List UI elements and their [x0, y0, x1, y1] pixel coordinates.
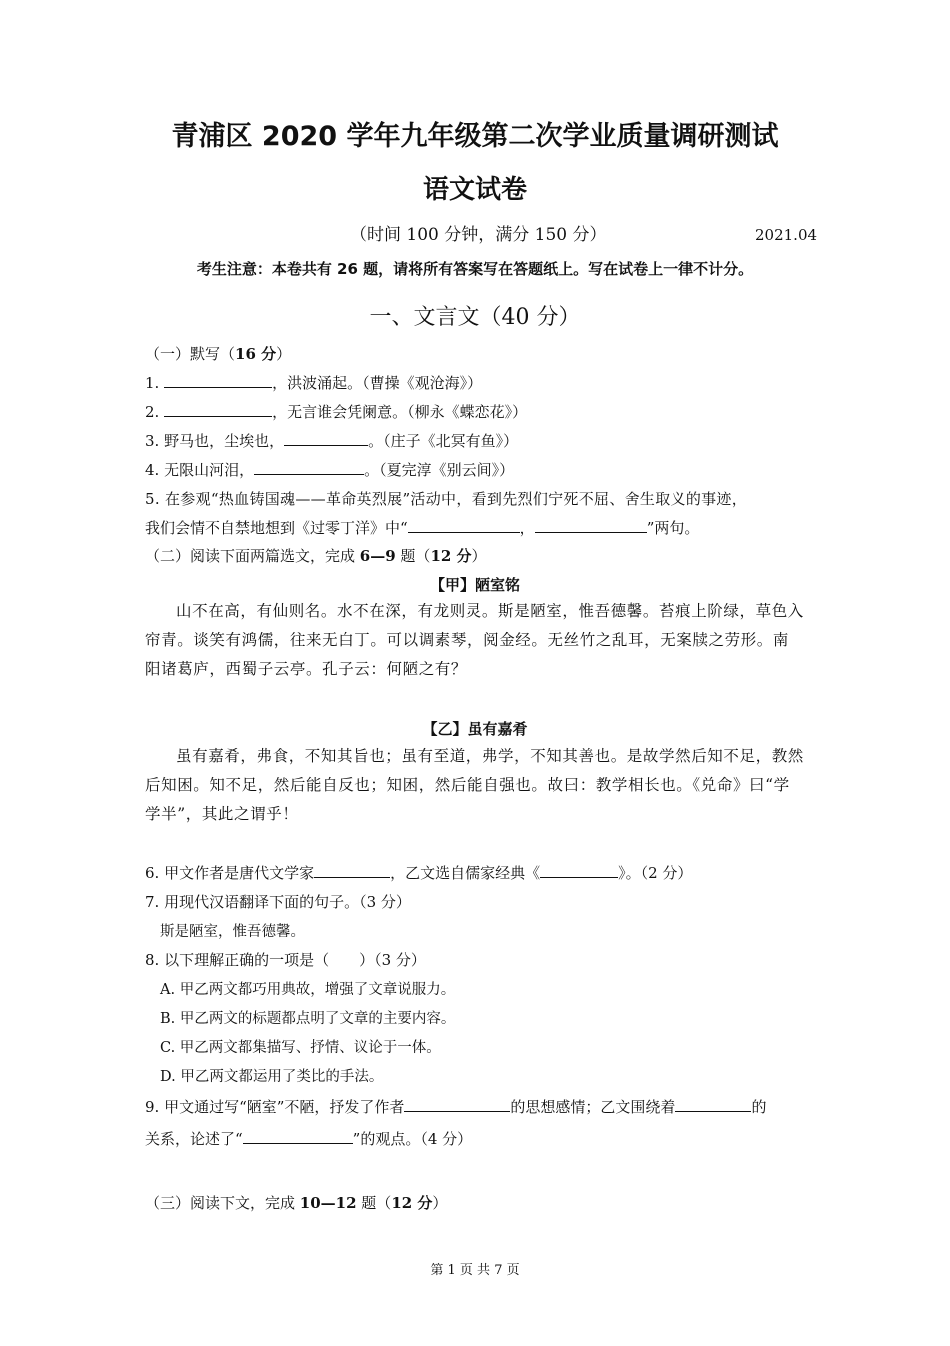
answer-blank	[314, 863, 390, 878]
section-title: 一、文言文（40 分）	[369, 305, 581, 330]
option-c: C. 甲乙两文都集描写、抒情、议论于一体。	[160, 1040, 441, 1056]
question-7-sentence: 斯是陋室，惟吾德馨。	[160, 924, 305, 940]
passage-a-title: 【甲】陋室铭	[429, 576, 520, 594]
answer-blank	[164, 373, 272, 388]
exam-subtitle: 语文试卷	[422, 175, 527, 205]
option-d: D. 甲乙两文都运用了类比的手法。	[160, 1069, 384, 1085]
candidate-notice: 考生注意：本卷共有 26 题，请将所有答案写在答题纸上。写在试卷上一律不计分。	[196, 260, 754, 278]
exam-title: 青浦区 2020 学年九年级第二次学业质量调研测试	[171, 121, 779, 152]
question-4: 4. 无限山河泪， 。（夏完淳《别云间》）	[145, 461, 515, 479]
passage-b-title: 【乙】虽有嘉肴	[422, 720, 528, 738]
answer-blank	[243, 1129, 353, 1144]
part3-heading: （三）阅读下文，完成 10—12 题（12 分）	[145, 1194, 448, 1212]
question-8: 8. 以下理解正确的一项是（ ）（3 分）	[145, 951, 426, 969]
answer-blank	[535, 518, 647, 533]
question-5-line1: 5. 在参观“热血铸国魂——革命英烈展”活动中，看到先烈们宁死不屈、舍生取义的事迹，	[145, 490, 748, 508]
passage-a-text: 山不在高，有仙则名。水不在深，有龙则灵。斯是陋室，惟吾德馨。苔痕上阶绿，草色入帘青。谈笑有鸿儒，往来无白丁。可以调素琴，阅金经。无丝竹之乱耳，无案牍之劳形。南阳诸葛庐，西蜀子云亭。孔子云：何陋之有？	[145, 602, 804, 678]
question-9-line2: 关系，论述了“ ”的观点。（4 分）	[145, 1130, 473, 1148]
question-7: 7. 用现代汉语翻译下面的句子。（3 分）	[145, 893, 411, 911]
answer-blank	[675, 1097, 751, 1112]
question-5-line2: 我们会情不自禁地想到《过零丁洋》中“ ， ”两句。	[145, 519, 700, 537]
part2-heading: （二）阅读下面两篇选文，完成 6—9 题（12 分）	[145, 547, 487, 565]
question-2: 2. ，无言谁会凭阑意。（柳永《蝶恋花》）	[145, 403, 528, 421]
answer-blank	[408, 518, 520, 533]
answer-blank	[404, 1097, 510, 1112]
option-a: A. 甲乙两文都巧用典故，增强了文章说服力。	[160, 982, 456, 998]
question-1: 1. ，洪波涌起。（曹操《观沧海》）	[145, 374, 483, 392]
answer-blank	[540, 863, 618, 878]
exam-time-score: （时间 100 分钟，满分 150 分）	[350, 225, 607, 245]
page-footer: 第 1 页 共 7 页	[430, 1263, 520, 1278]
answer-blank	[284, 431, 368, 446]
exam-date: 2021.04	[755, 226, 818, 244]
question-3: 3. 野马也，尘埃也， 。（庄子《北冥有鱼》）	[145, 432, 519, 450]
answer-blank	[254, 460, 364, 475]
answer-blank	[164, 402, 272, 417]
passage-b-text: 虽有嘉肴，弗食，不知其旨也；虽有至道，弗学，不知其善也。是故学然后知不足，教然后知困。知不足，然后能自反也；知困，然后能自强也。故曰：教学相长也。《兑命》曰“学学半”，其此之谓乎！	[145, 747, 804, 823]
part1-heading: （一）默写（16 分）	[145, 345, 292, 363]
question-9-line1: 9. 甲文通过写“陋室”不陋，抒发了作者 的思想感情；乙文围绕着 的	[145, 1098, 767, 1116]
option-b: B. 甲乙两文的标题都点明了文章的主要内容。	[160, 1011, 456, 1027]
question-6: 6. 甲文作者是唐代文学家 ，乙文选自儒家经典《 》。（2 分）	[145, 864, 693, 882]
